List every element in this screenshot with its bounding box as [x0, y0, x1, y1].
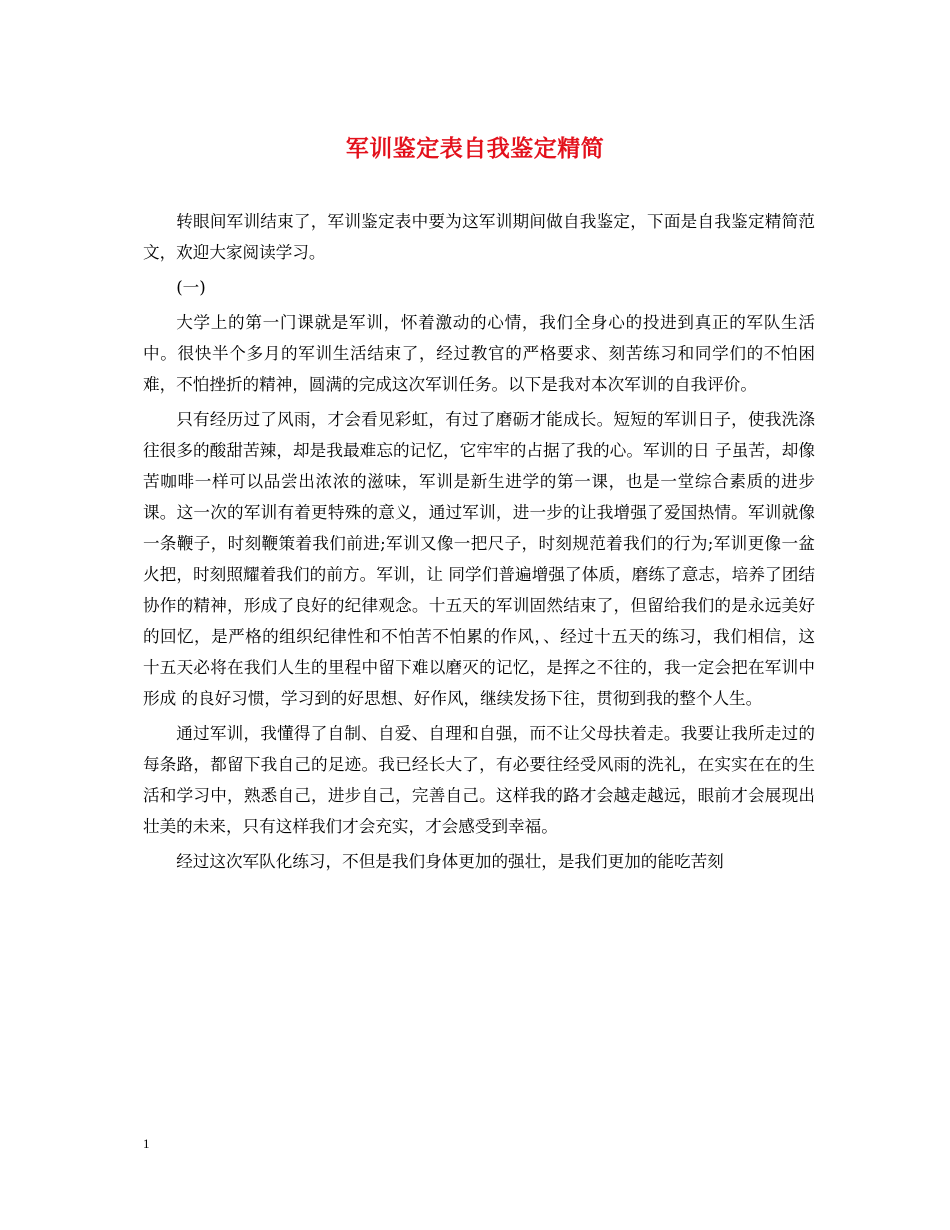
document-body [143, 206, 815, 881]
section-marker: (一) [176, 278, 206, 297]
page-number: 1 [143, 1136, 150, 1151]
body-paragraph: 经过这次军队化练习，不但是我们身体更加的强壮，是我们更加的能吃苦刻 [176, 852, 724, 871]
document-title: 军训鉴定表自我鉴定精简 [345, 135, 605, 162]
intro-paragraph: 转眼间军训结束了，军训鉴定表中要为这军训期间做自我鉴定，下面是自我鉴定精简范文，欢迎大家阅读学习。 [143, 212, 815, 262]
body-paragraph: 只有经历过了风雨，才会看见彩虹，有过了磨砺才能成长。短短的军训日子，使我洗涤往很多的酸甜苦辣，却是我最难忘的记忆，它牢牢的占据了我的心。军训的日 子虽苦，却像苦咖啡一样可以品尝出浓浓的滋味，军训是新生进学的第一课，也是一堂综合素质的进步课。这一次的军训有着更特殊的意义，通过军训，进一步的让我增强了爱国热情。军训就像一条鞭子，时刻鞭策着我们前进;军训又像一把尺子，时刻规范着我们的行为;军训更像一盆火把，时刻照耀着我们的前方。军训，让 同学们普遍增强了体质，磨练了意志，培养了团结协作的精神，形成了良好的纪律观念。十五天的军训固然结束了，但留给我们的是永远美好的回忆，是严格的组织纪律性和不怕苦不怕累的作风，、经过十五天的练习，我们相信，这十五天必将在我们人生的里程中留下难以磨灭的记忆，是挥之不往的，我一定会把在军训中形成 的良好习惯，学习到的好思想、好作风，继续发扬下往，贯彻到我的整个人生。 [143, 410, 815, 708]
body-paragraph: 大学上的第一门课就是军训，怀着激动的心情，我们全身心的投进到真正的军队生活中。很快半个多月的军训生活结束了，经过教官的严格要求、刻苦练习和同学们的不怕困难，不怕挫折的精神，圆满的完成这次军训任务。以下是我对本次军训的自我评价。 [143, 313, 815, 394]
body-paragraph: 通过军训，我懂得了自制、自爱、自理和自强，而不让父母扶着走。我要让我所走过的每条路，都留下我自己的足迹。我已经长大了，有必要往经受风雨的洗礼，在实实在在的生活和学习中，熟悉自己，进步自己，完善自己。这样我的路才会越走越远，眼前才会展现出壮美的未来，只有这样我们才会充实，才会感受到幸福。 [143, 724, 815, 836]
